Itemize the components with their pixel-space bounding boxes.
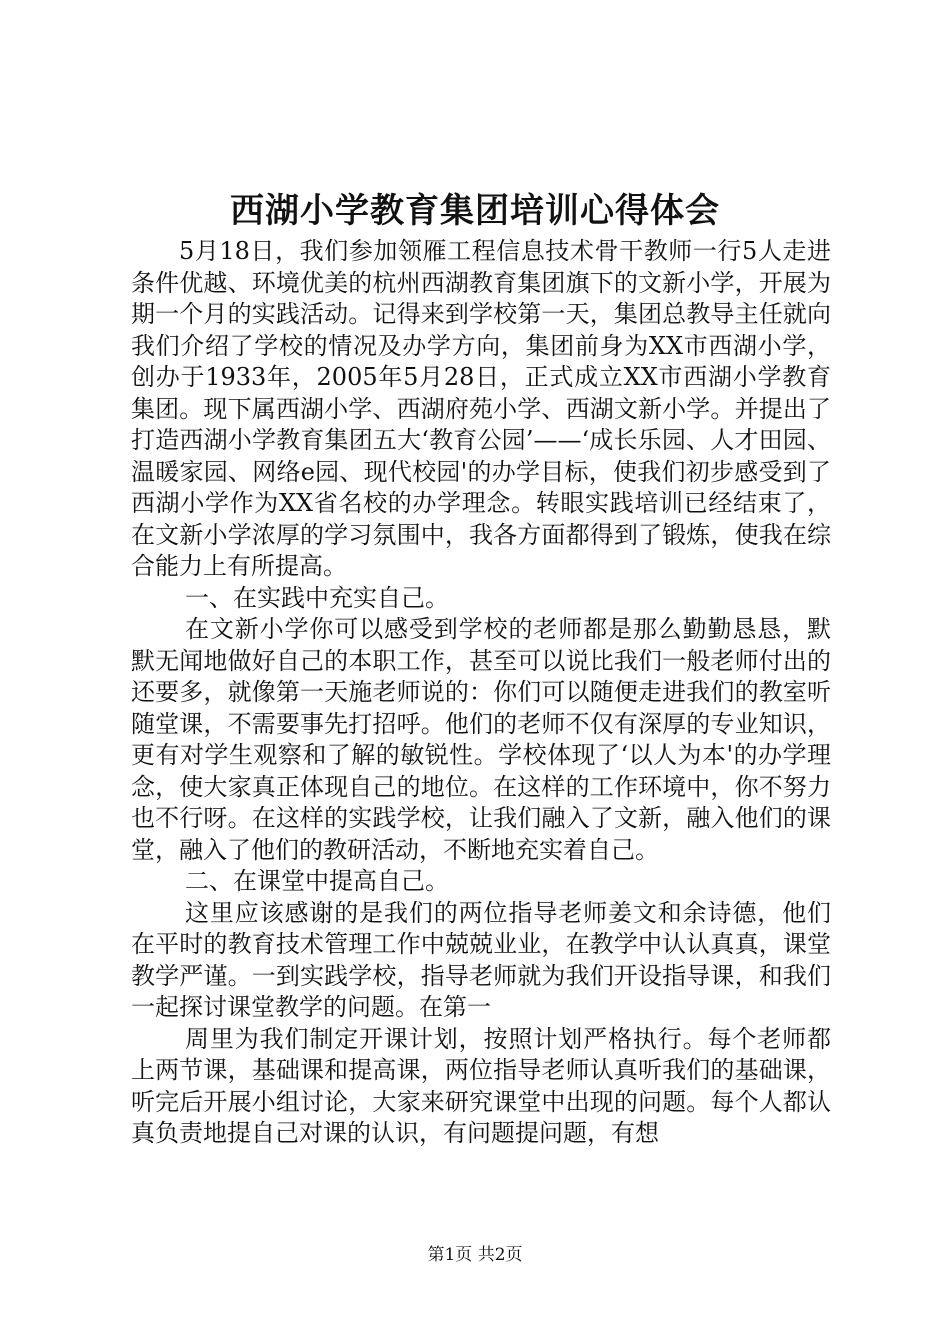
paragraph-section-2: 这里应该感谢的是我们的两位指导老师姜文和余诗德，他们在平时的教育技术管理工作中兢兢业业，在教学中认认真真，课堂教学严谨。一到实践学校，指导老师就为我们开设指导课，和我们一起探讨课堂教学的问题。在第一 [131, 898, 831, 1021]
page-footer: 第1页 共2页 [427, 1245, 523, 1265]
section-heading-2: 二、在课堂中提高自己。 [185, 867, 449, 895]
document-title: 西湖小学教育集团培训心得体会 [230, 191, 720, 231]
paragraph-section-2-continued: 周里为我们制定开课计划，按照计划严格执行。每个老师都上两节课，基础课和提高课，两位指导老师认真听我们的基础课，听完后开展小组讨论，大家来研究课堂中出现的问题。每个人都认真负责地提自己对课的认识，有问题提问题，有想 [131, 1024, 831, 1147]
paragraph-section-1: 在文新小学你可以感受到学校的老师都是那么勤勤恳恳，默默无闻地做好自己的本职工作，甚至可以说比我们一般老师付出的还要多，就像第一天施老师说的：你们可以随便走进我们的教室听随堂课，不需要事先打招呼。他们的老师不仅有深厚的专业知识，更有对学生观察和了解的敏锐性。学校体现了‘以人为本'的办学理念，使大家真正体现自己的地位。在这样的工作环境中，你不努力也不行呀。在这样的实践学校，让我们融入了文新，融入他们的课堂，融入了他们的教研活动，不断地充实着自己。 [131, 615, 831, 864]
paragraph-intro: 5月18日，我们参加领雁工程信息技术骨干教师一行5人走进条件优越、环境优美的杭州西湖教育集团旗下的文新小学，开展为期一个月的实践活动。记得来到学校第一天，集团总教导主任就向我们介绍了学校的情况及办学方向，集团前身为XX市西湖小学，创办于1933年，2005年5月28日，正式成立XX市西湖小学教育集团。现下属西湖小学、西湖府苑小学、西湖文新小学。并提出了打造西湖小学教育集团五大‘教育公园’——‘成长乐园、人才田园、温暖家园、网络e园、现代校园'的办学目标，使我们初步感受到了西湖小学作为XX省名校的办学理念。转眼实践培训已经结束了，在文新小学浓厚的学习氛围中，我各方面都得到了锻炼，使我在综合能力上有所提高。 [131, 237, 831, 580]
document-body [131, 236, 831, 1150]
section-heading-1: 一、在实践中充实自己。 [185, 583, 449, 612]
